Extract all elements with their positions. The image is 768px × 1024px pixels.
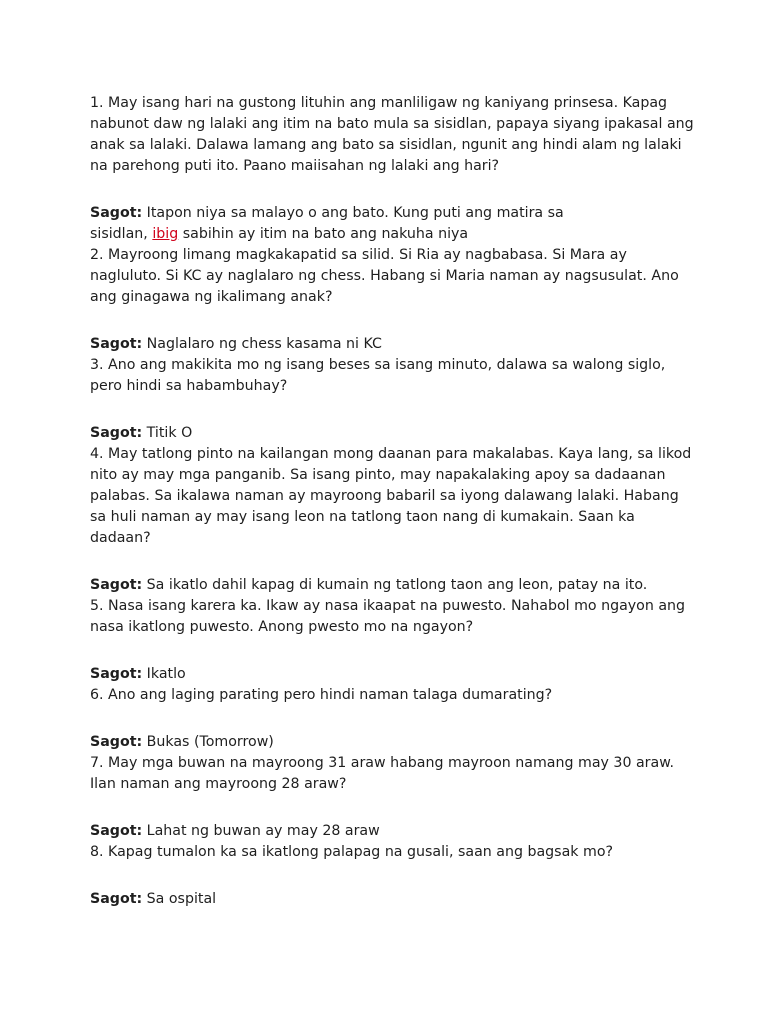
answer-label: Sagot: (90, 205, 143, 221)
paragraph-block (90, 889, 690, 910)
text-line (90, 596, 690, 617)
answer-label: Sagot: (90, 734, 143, 750)
text-span: Ikatlo (142, 666, 186, 682)
text-span: sisidlan, (90, 226, 153, 242)
paragraph-block (90, 732, 690, 795)
answer-label: Sagot: (90, 666, 143, 682)
paragraph-block (90, 203, 690, 308)
text-line (90, 664, 690, 685)
text-line (90, 135, 690, 156)
text-span: 2. Mayroong limang magkakapatid sa silid. Si Ria ay nagbabasa. Si Mara ay (90, 247, 627, 263)
answer-label: Sagot: (90, 577, 143, 593)
paragraph-block (90, 575, 690, 638)
text-line (90, 93, 690, 114)
text-span: Itapon niya sa malayo o ang bato. Kung puti ang matira sa (142, 205, 564, 221)
answer-label: Sagot: (90, 891, 143, 907)
text-line (90, 575, 690, 596)
text-line (90, 156, 690, 177)
text-span: nasa ikatlong puwesto. Anong pwesto mo na ngayon? (90, 619, 474, 635)
answer-label: Sagot: (90, 425, 143, 441)
text-line (90, 685, 690, 706)
hyperlink[interactable]: ibig (152, 226, 179, 242)
text-span: 5. Nasa isang karera ka. Ikaw ay nasa ikaapat na puwesto. Nahabol mo ngayon ang (90, 598, 686, 614)
text-span: palabas. Sa ikalawa naman ay mayroong babaril sa iyong dalawang lalaki. Habang (90, 488, 679, 504)
text-span: nabunot daw ng lalaki ang itim na bato mula sa sisidlan, papaya siyang ipakasal ang (90, 116, 694, 132)
text-line (90, 821, 690, 842)
answer-label: Sagot: (90, 823, 143, 839)
text-line (90, 376, 690, 397)
text-line (90, 528, 690, 549)
text-span: 4. May tatlong pinto na kailangan mong daanan para makalabas. Kaya lang, sa likod (90, 446, 692, 462)
text-line (90, 889, 690, 910)
text-span: ang ginagawa ng ikalimang anak? (90, 289, 333, 305)
text-line (90, 774, 690, 795)
text-span: Lahat ng buwan ay may 28 araw (142, 823, 380, 839)
paragraph-block (90, 821, 690, 863)
paragraph-block (90, 664, 690, 706)
text-line (90, 444, 690, 465)
text-span: pero hindi sa habambuhay? (90, 378, 288, 394)
text-span: sabihin ay itim na bato ang nakuha niya (178, 226, 469, 242)
text-span: na parehong puti ito. Paano maiisahan ng lalaki ang hari? (90, 158, 500, 174)
text-line (90, 617, 690, 638)
paragraph-block (90, 93, 694, 177)
text-line (90, 287, 690, 308)
text-span: 3. Ano ang makikita mo ng isang beses sa isang minuto, dalawa sa walong siglo, (90, 357, 666, 373)
text-line (90, 334, 690, 355)
text-line (90, 266, 690, 287)
text-line (90, 465, 690, 486)
text-line (90, 355, 690, 376)
text-line (90, 224, 690, 245)
text-line (90, 423, 690, 444)
text-span: 7. May mga buwan na mayroong 31 araw habang mayroon namang may 30 araw. (90, 755, 675, 771)
text-span: Bukas (Tomorrow) (142, 734, 274, 750)
text-line (90, 507, 690, 528)
text-line (90, 753, 690, 774)
text-span: sa huli naman ay may isang leon na tatlong taon nang di kumakain. Saan ka (90, 509, 635, 525)
text-span: dadaan? (90, 530, 151, 546)
text-line (90, 245, 690, 266)
paragraph-block (90, 334, 690, 397)
paragraph-block (90, 423, 690, 549)
text-span: anak sa lalaki. Dalawa lamang ang bato sa sisidlan, ngunit ang hindi alam ng lalaki (90, 137, 682, 153)
text-line (90, 203, 690, 224)
text-line (90, 732, 690, 753)
text-span: Ilan naman ang mayroong 28 araw? (90, 776, 347, 792)
text-span: nito ay may mga panganib. Sa isang pinto, may napakalaking apoy sa dadaanan (90, 467, 666, 483)
text-span: Titik O (142, 425, 193, 441)
text-span: nagluluto. Si KC ay naglalaro ng chess. Habang si Maria naman ay nagsusulat. Ano (90, 268, 679, 284)
answer-label: Sagot: (90, 336, 143, 352)
text-span: Naglalaro ng chess kasama ni KC (142, 336, 382, 352)
text-span: 1. May isang hari na gustong lituhin ang manliligaw ng kaniyang prinsesa. Kapag (90, 95, 668, 111)
text-line (90, 486, 690, 507)
text-span: Sa ospital (142, 891, 217, 907)
text-line (90, 842, 690, 863)
text-span: Sa ikatlo dahil kapag di kumain ng tatlong taon ang leon, patay na ito. (142, 577, 648, 593)
text-span: 6. Ano ang laging parating pero hindi naman talaga dumarating? (90, 687, 553, 703)
text-line (90, 114, 694, 135)
text-span: 8. Kapag tumalon ka sa ikatlong palapag na gusali, saan ang bagsak mo? (90, 844, 614, 860)
document-body (90, 93, 694, 936)
